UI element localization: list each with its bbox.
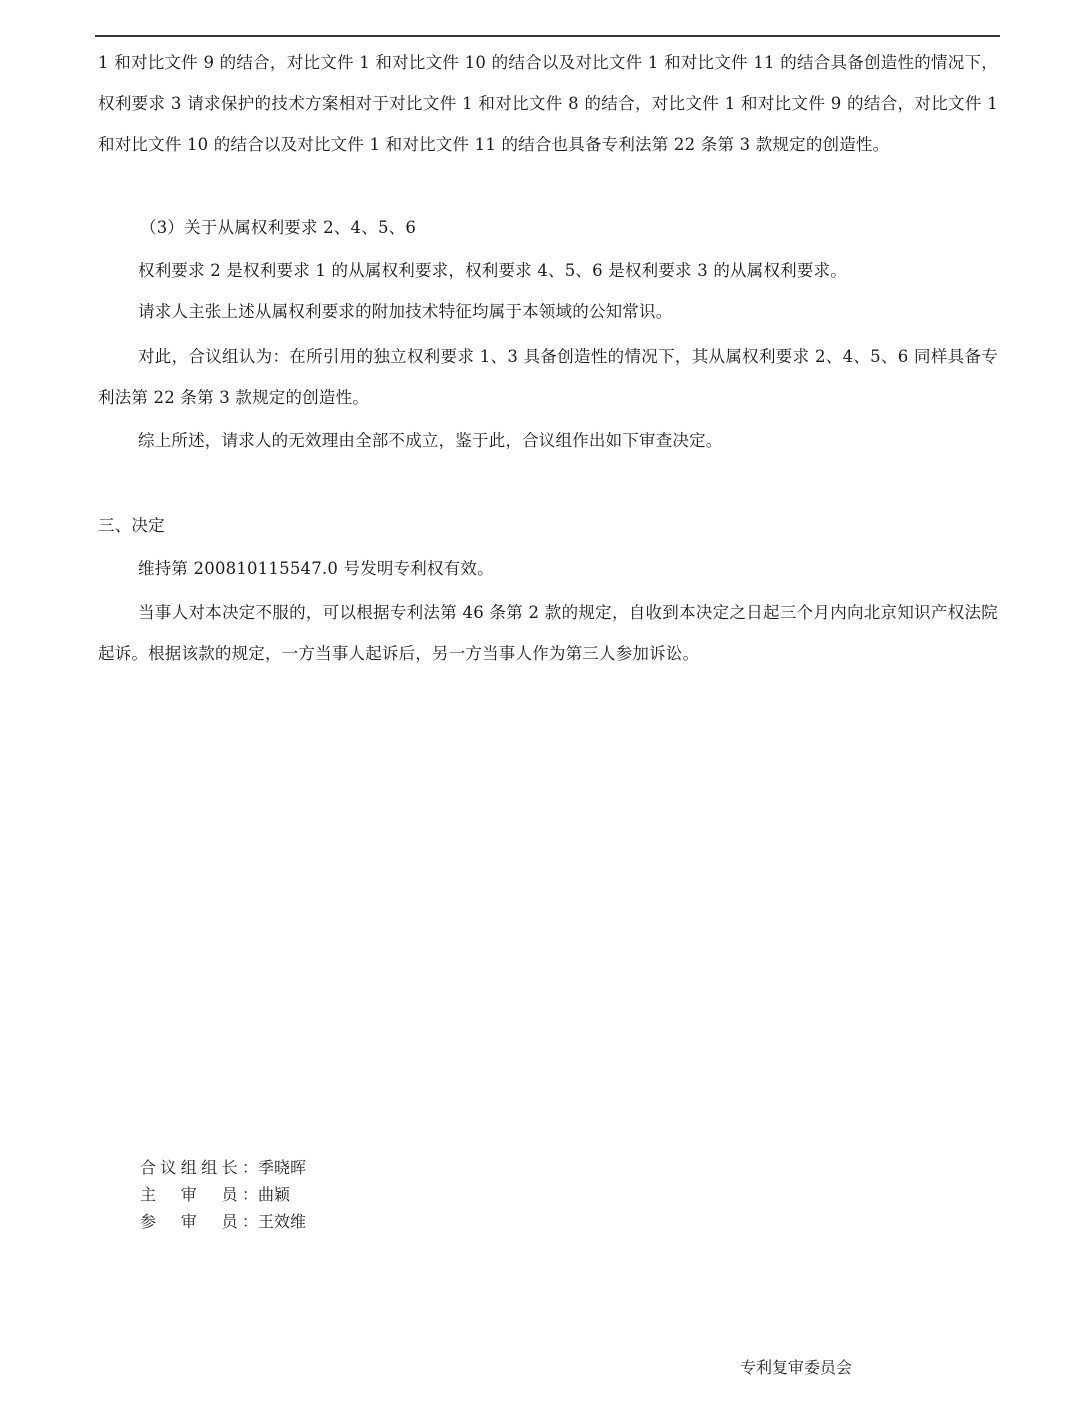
paragraph-appeal-notice: 当事人对本决定不服的，可以根据专利法第 46 条第 2 款的规定，自收到本决定之日起三个月内向北京知识产权法院起诉。根据该款的规定，一方当事人起诉后，另一方当事人作为第三人参加诉讼。 (98, 603, 998, 663)
panel-examiner (140, 1182, 290, 1208)
panel-role-label: 主 审 员： (140, 1185, 258, 1204)
panel-member-name: 曲颖 (258, 1185, 291, 1204)
paragraph-decision-maintain: 维持第 200810115547.0 号发明专利权有效。 (138, 559, 494, 578)
panel-member-name: 王效维 (258, 1212, 307, 1231)
paragraph-continuation: 1 和对比文件 9 的结合，对比文件 1 和对比文件 10 的结合以及对比文件 1 和对比文件 11 的结合具备创造性的情况下，权利要求 3 请求保护的技术方案相对于对比文件 1 和对比文件 8 的结合，对比文件 1 和对比文件 9 的结合，对比文件 1 和对比文件 10 的结合以及对比文件 1 和对比文件 11 的结合也具备专利法第 22 条第 3 款规定的创造性。 (98, 53, 998, 154)
paragraph-panel-opinion: 对此，合议组认为：在所引用的独立权利要求 1、3 具备创造性的情况下，其从属权利要求 2、4、5、6 同样具备专利法第 22 条第 3 款规定的创造性。 (98, 347, 998, 407)
panel-chief (140, 1155, 306, 1181)
panel-role-label: 参 审 员： (140, 1212, 258, 1231)
header-rule (95, 35, 1000, 37)
paragraph-dependent-claims: 权利要求 2 是权利要求 1 的从属权利要求，权利要求 4、5、6 是权利要求 3 的从属权利要求。 (138, 261, 847, 280)
subsection-heading: （3）关于从属权利要求 2、4、5、6 (140, 218, 417, 237)
paragraph-conclusion: 综上所述，请求人的无效理由全部不成立，鉴于此，合议组作出如下审查决定。 (138, 431, 723, 450)
panel-role-label: 合议组组长： (140, 1158, 258, 1177)
panel-member-name: 季晓晖 (258, 1158, 307, 1177)
issuing-organization: 专利复审委员会 (740, 1358, 853, 1377)
paragraph-requester-claim: 请求人主张上述从属权利要求的附加技术特征均属于本领域的公知常识。 (138, 302, 673, 321)
section-heading-decision: 三、决定 (98, 516, 165, 535)
panel-associate-examiner (140, 1209, 306, 1235)
